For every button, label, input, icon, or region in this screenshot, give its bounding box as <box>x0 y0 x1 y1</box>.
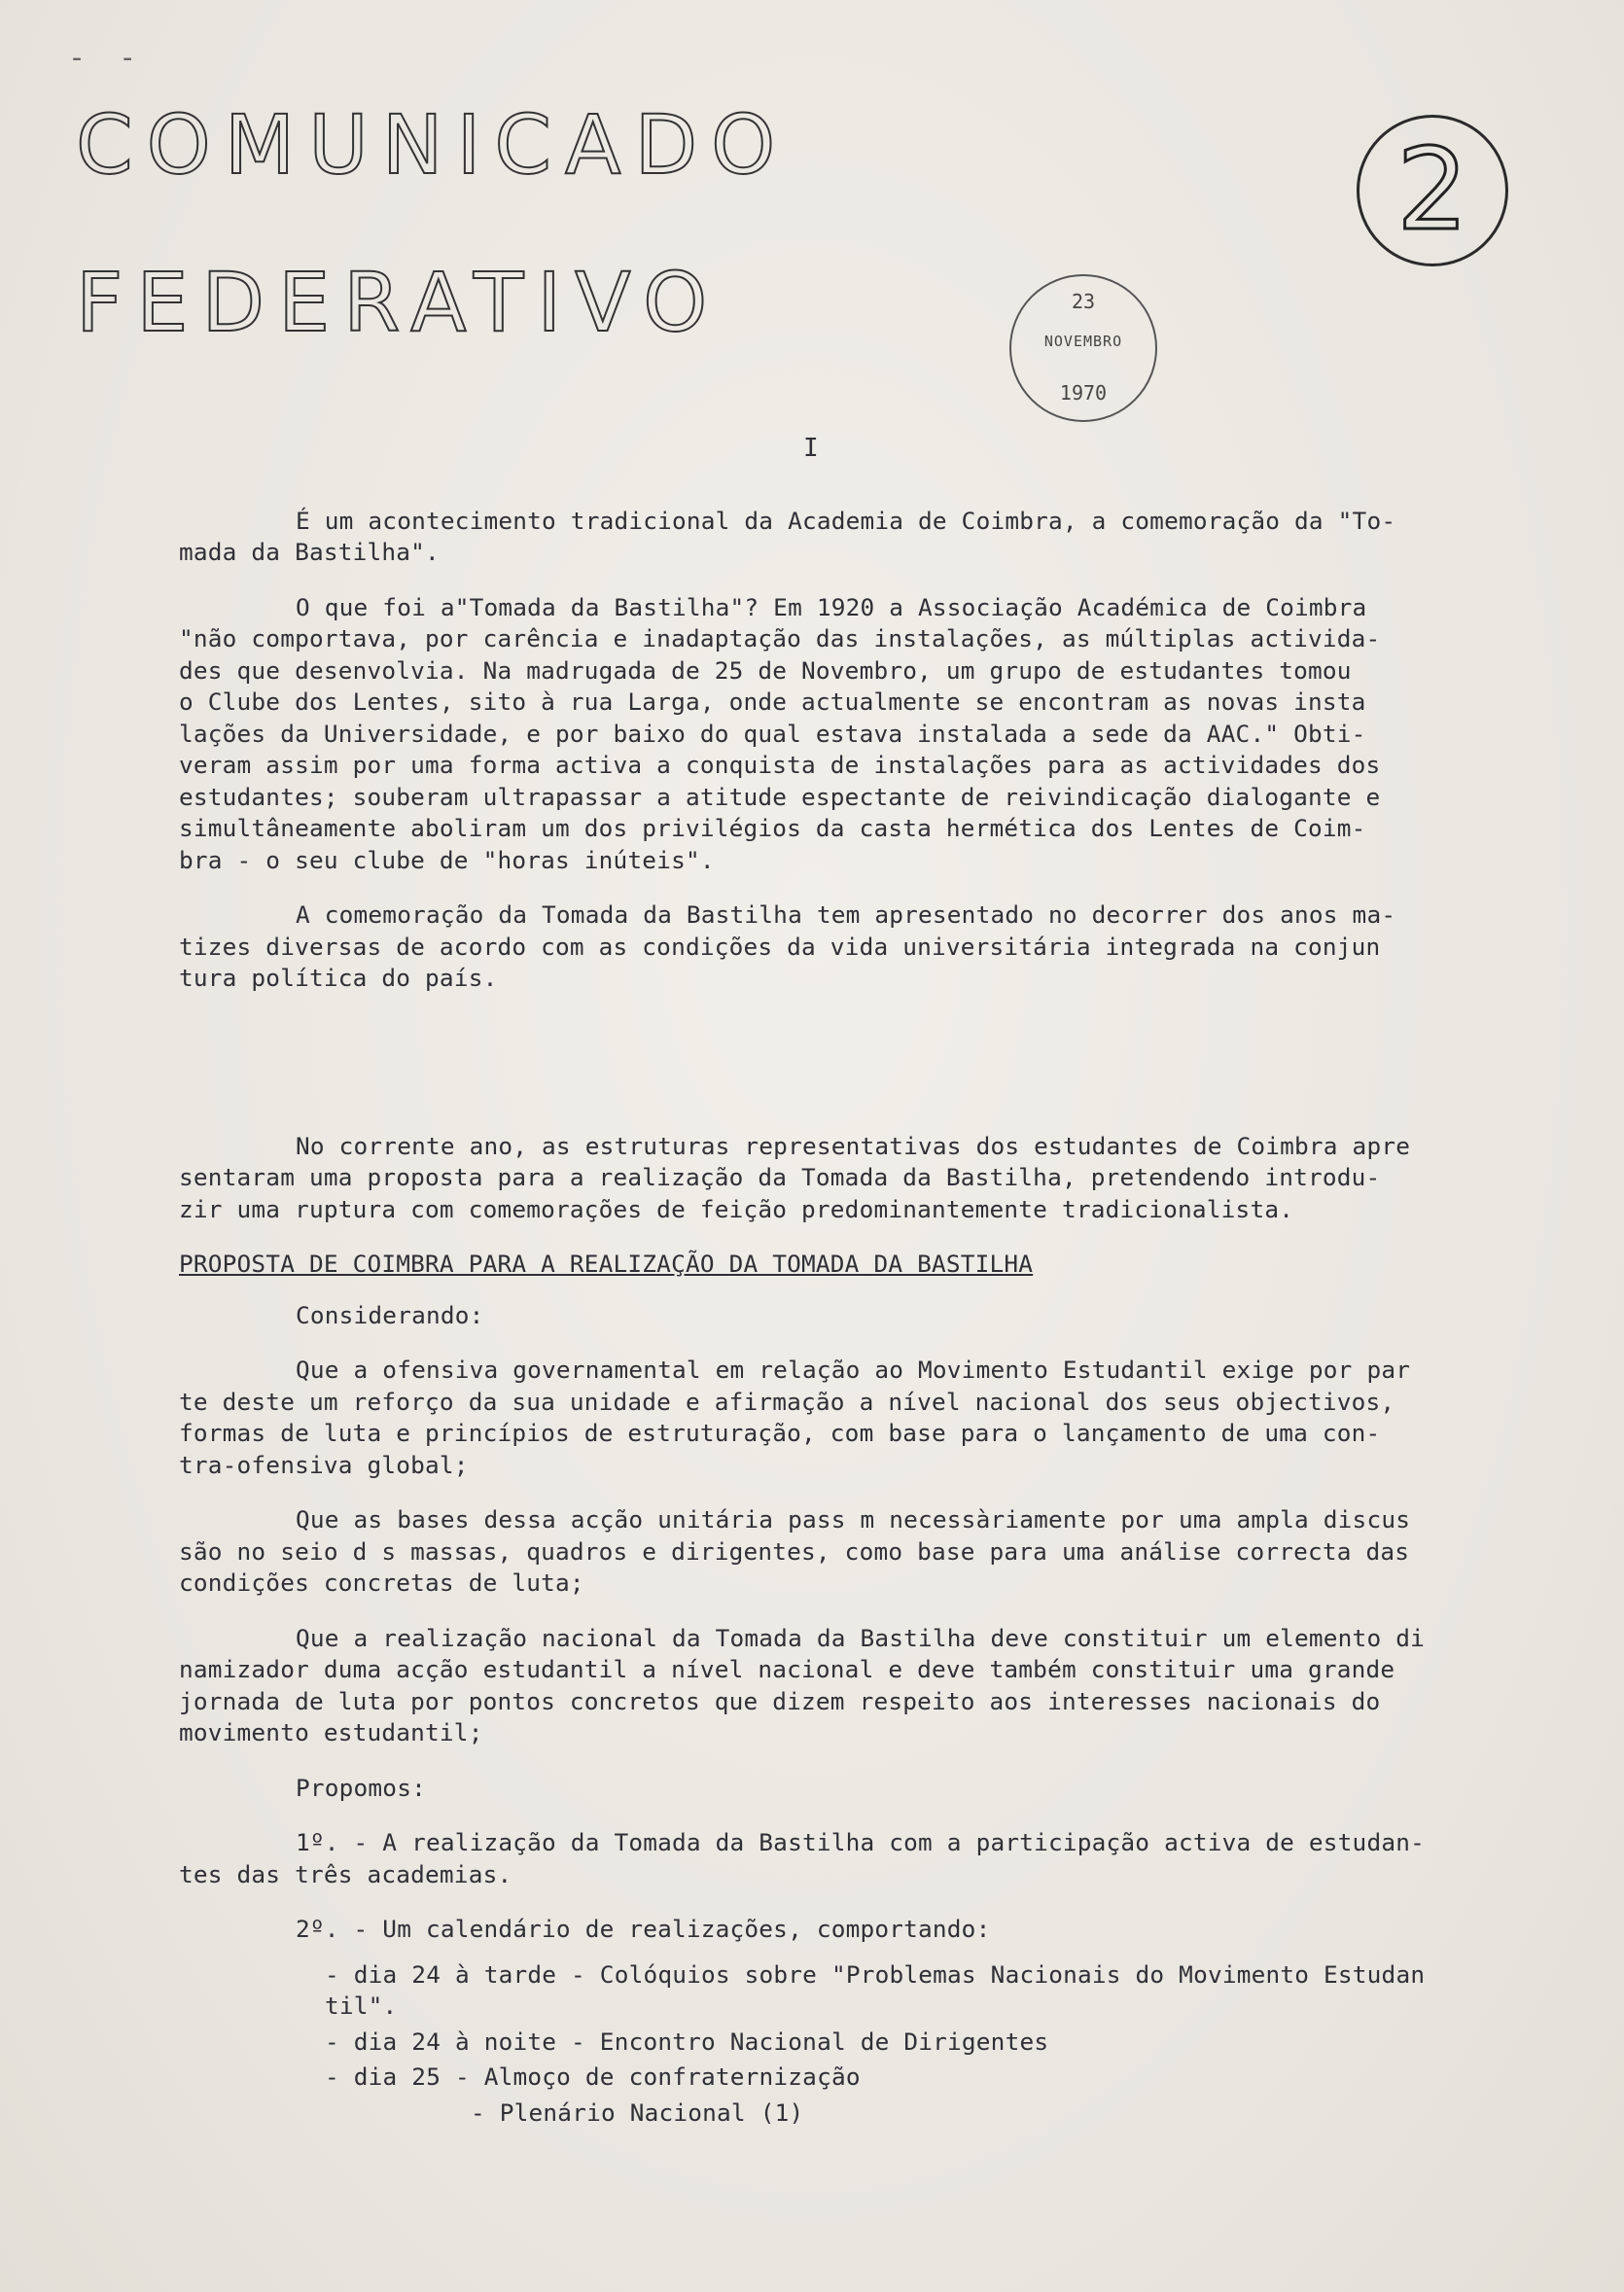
proposal-item-2: 2º. - Um calendário de realizações, comportando: <box>296 1915 991 1943</box>
title-line-1: COMUNICADO <box>76 97 790 193</box>
date-stamp <box>1009 274 1157 422</box>
document-body <box>179 433 1560 2133</box>
considerando-label: Considerando: <box>296 1300 484 1329</box>
schedule-item: - Plenário Nacional (1) <box>471 2098 804 2127</box>
stamp-year: 1970 <box>1059 381 1108 405</box>
consideration-1: Que a ofensiva governamental em relação ao Movimento Estudantil exige por par te deste um reforço da sua unidade e afirmação a nível nacional dos seus objectivos, formas de luta e princípios de estruturação, com base para o lançamento de uma con- tra-ofensiva global; <box>179 1356 1411 1479</box>
paragraph-commemoration: A comemoração da Tomada da Bastilha tem apresentado no decorrer dos anos ma- tizes diversas de acordo com as condições da vida universitária integrada na conjun tura política do país. <box>179 900 1396 992</box>
paragraph-current-year: No corrente ano, as estruturas representativas dos estudantes de Coimbra apre sentaram uma proposta para a realização da Tomada da Bastilha, pretendendo introdu- zir uma ruptura com comemorações de feição predominantemente tradicionalista. <box>179 1131 1411 1223</box>
consideration-3: Que a realização nacional da Tomada da Bastilha deve constituir um elemento di namizador duma acção estudantil a nível nacional e deve também constituir uma grande jornada de luta por pontos concretos que dizem respeito aos interesses nacionais do movimento estudantil; <box>179 1623 1425 1746</box>
propomos-label: Propomos: <box>296 1773 426 1802</box>
issue-number-badge: 2 <box>1357 115 1508 266</box>
stamp-day: 23 <box>1071 290 1096 313</box>
stamp-month: NOVEMBRO <box>1043 333 1123 350</box>
proposal-item-1: 1º. - A realização da Tomada da Bastilha com a participação activa de estudan- tes das três academias. <box>179 1828 1425 1888</box>
title-line-2: FEDERATIVO <box>76 255 722 350</box>
proposal-heading: PROPOSTA DE COIMBRA PARA A REALIZAÇÃO DA TOMADA DA BASTILHA <box>179 1250 1034 1278</box>
paragraph-intro: É um acontecimento tradicional da Academia de Coimbra, a comemoração da "To- mada da Bastilha". <box>179 506 1396 566</box>
paragraph-history: O que foi a"Tomada da Bastilha"? Em 1920 a Associação Académica de Coimbra "não comportava, por carência e inadaptação das instalações, as múltiplas activida- des que desenvolvia. Na madrugada de 25 de Novembro, um grupo de estudantes tomou o Clube dos Lentes, sito à rua Larga, onde actualmente se encontram as novas insta lações da Universidade, e por baixo do qual estava instalada a sede da AAC." Obti- veram assim por uma forma activa a conquista de instalações para as actividades dos estudantes; souberam ultrapassar a atitude espectante de reivindicação dialogante e simultâneamente aboliram um dos privilégios da casta hermética dos Lentes de Coim- bra - o seu clube de "horas inúteis". <box>179 592 1381 874</box>
section-number: I <box>803 434 819 463</box>
schedule-item: - dia 24 à noite - Encontro Nacional de Dirigentes <box>325 2027 1049 2056</box>
consideration-2: Que as bases dessa acção unitária pass m necessàriamente por uma ampla discus são no seio d s massas, quadros e dirigentes, como base para uma análise correcta das condições concretas de luta; <box>179 1505 1411 1597</box>
schedule-item: - dia 25 - Almoço de confraternização <box>325 2063 861 2091</box>
corner-mark: - - <box>68 41 145 75</box>
schedule-item: - dia 24 à tarde - Colóquios sobre "Problemas Nacionais do Movimento Estudan til". <box>325 1959 1426 2020</box>
